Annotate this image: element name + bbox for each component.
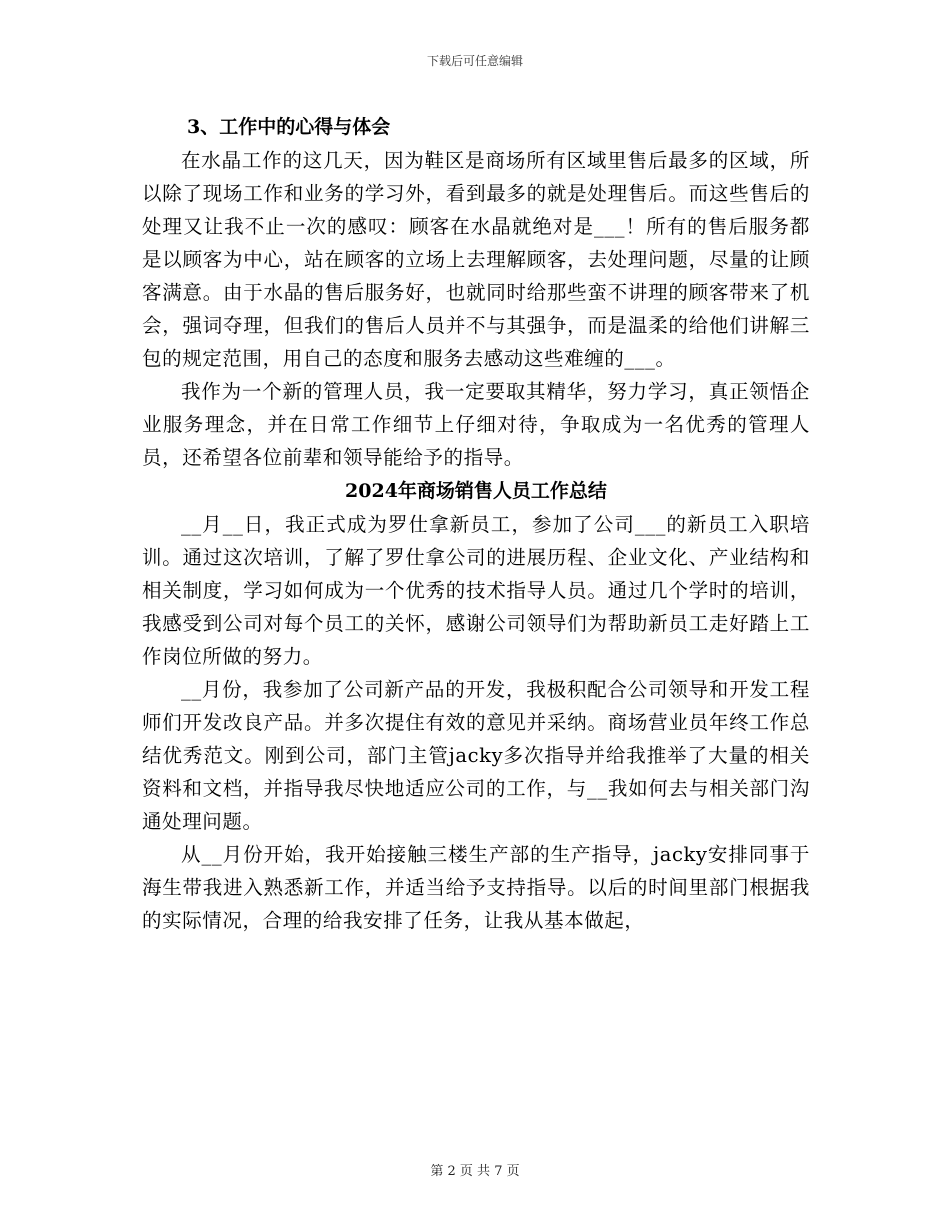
page-number: 第 2 页 共 7 页 — [430, 1164, 520, 1179]
paragraph: 我作为一个新的管理人员，我一定要取其精华，努力学习，真正领悟企业服务理念，并在日常工作细节上仔细对待，争取成为一名优秀的管理人员，还希望各位前辈和领导能给予的指导。 — [142, 380, 810, 469]
article-title: 2024年商场销售人员工作总结 — [345, 480, 607, 502]
paragraph: __月__日，我正式成为罗仕拿新员工，参加了公司___的新员工入职培训。通过这次培训，了解了罗仕拿公司的进展历程、企业文化、产业结构和相关制度，学习如何成为一个优秀的技术指导人员。通过几个学时的培训，我感受到公司对每个员工的关怀，感谢公司领导们为帮助新员工走好踏上工作岗位所做的努力。 — [142, 513, 810, 668]
document-body — [142, 110, 810, 937]
paragraph: 从__月份开始，我开始接触三楼生产部的生产指导，jacky安排同事于海生带我进入熟悉新工作，并适当给予支持指导。以后的时间里部门根据我的实际情况，合理的给我安排了任务，让我从基本做起， — [142, 843, 810, 932]
paragraph: __月份，我参加了公司新产品的开发，我极积配合公司领导和开发工程师们开发改良产品。并多次提住有效的意见并采纳。商场营业员年终工作总结优秀范文。刚到公司，部门主管jacky多次指导并给我推举了大量的相关资料和文档，并指导我尽快地适应公司的工作，与__我如何去与相关部门沟通处理问题。 — [142, 678, 810, 833]
paragraph: 在水晶工作的这几天，因为鞋区是商场所有区域里售后最多的区域，所以除了现场工作和业务的学习外，看到最多的就是处理售后。而这些售后的处理又让我不止一次的感叹：顾客在水晶就绝对是___！所有的售后服务都是以顾客为中心，站在顾客的立场上去理解顾客，去处理问题，尽量的让顾客满意。由于水晶的售后服务好，也就同时给那些蛮不讲理的顾客带来了机会，强词夺理，但我们的售后人员并不与其强争，而是温柔的给他们讲解三包的规定范围，用自己的态度和服务去感动这些难缠的___。 — [142, 149, 810, 370]
page-header: 下载后可任意编辑 — [426, 54, 523, 68]
section-heading: 3、工作中的心得与体会 — [187, 116, 391, 138]
